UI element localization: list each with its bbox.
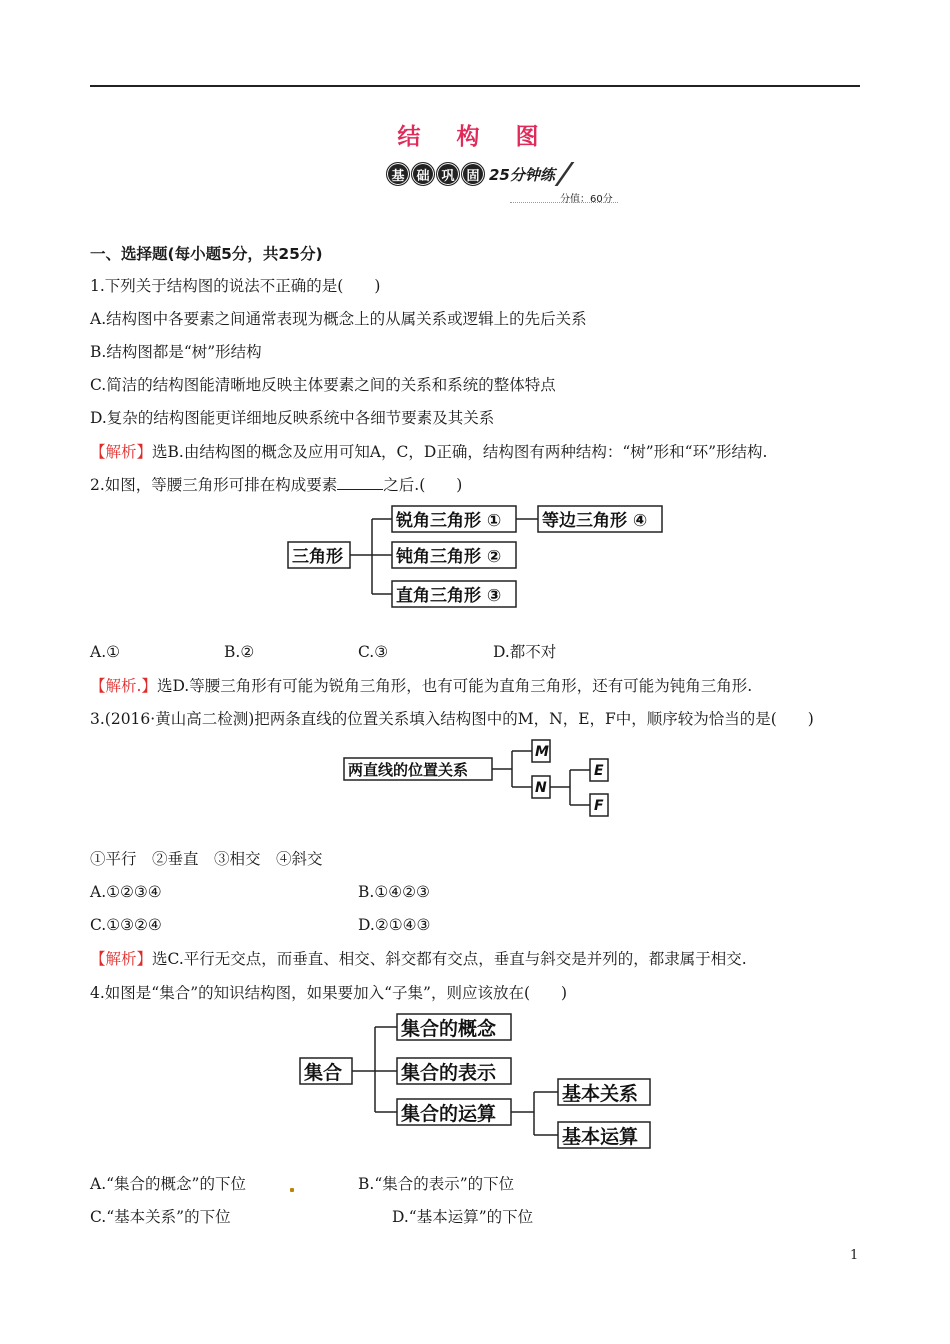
diagram-branch-text: 集合的运算 <box>401 1103 497 1125</box>
analysis-text: 选D.等腰三角形有可能为锐角三角形，也有可能为直角三角形，还有可能为钝角三角形. <box>156 677 753 695</box>
diagram-m-text: M <box>535 744 549 760</box>
diagram-root-text: 两直线的位置关系 <box>348 761 469 779</box>
diagram-branch-text: 集合的表示 <box>401 1062 497 1084</box>
set-structure-diagram <box>296 1008 656 1156</box>
question-1-option-a: A.结构图中各要素之间通常表现为概念上的从属关系或逻辑上的先后关系 <box>90 310 587 328</box>
diagram-e-text: E <box>594 763 604 779</box>
question-4-option-b: B.“集合的表示”的下位 <box>358 1175 515 1193</box>
badge-char: 基 <box>386 162 410 186</box>
page-number: 1 <box>850 1248 859 1263</box>
diagram-branch-text: 锐角三角形 ① <box>396 511 502 531</box>
question-3-items: ①平行 ②垂直 ③相交 ④斜交 <box>90 850 323 868</box>
question-2-analysis <box>90 676 752 696</box>
badge-char: 巩 <box>436 162 460 186</box>
question-2-option-b: B.② <box>224 643 255 661</box>
question-4-option-d: D.“基本运算”的下位 <box>392 1208 534 1226</box>
diagram-sub-text: 基本运算 <box>562 1126 639 1148</box>
question-3-option-a: A.①②③④ <box>90 883 162 901</box>
header-rule <box>90 85 860 87</box>
diagram-sub-text: 基本关系 <box>562 1083 639 1105</box>
page-title: 结 构 图 <box>397 124 553 150</box>
section-heading: 一、选择题(每小题5分，共25分) <box>90 245 323 263</box>
question-3-option-c: C.①③②④ <box>90 916 162 934</box>
stray-mark <box>290 1188 294 1192</box>
analysis-text: 选B.由结构图的概念及应用可知A，C，D正确，结构图有两种结构：“树”形和“环”形结构. <box>152 443 768 461</box>
analysis-text: 选C.平行无交点，而垂直、相交、斜交都有交点，垂直与斜交是并列的，都隶属于相交. <box>152 950 747 968</box>
score-label: 分值：60分 <box>560 194 613 205</box>
diagram-f-text: F <box>594 798 604 814</box>
stem-part: 之后.( ) <box>383 476 463 494</box>
lines-structure-diagram <box>340 735 620 823</box>
badge-char: 础 <box>411 162 435 186</box>
diagram-n-text: N <box>535 780 547 796</box>
diagram-branch-text: 钝角三角形 ② <box>396 547 502 567</box>
score-rule <box>510 202 618 203</box>
diagram-branch-text: 集合的概念 <box>401 1018 497 1040</box>
badge-char: 固 <box>461 162 485 186</box>
diagram-root-text: 集合 <box>304 1062 343 1084</box>
pen-stroke-icon <box>554 162 574 186</box>
question-1-option-c: C.简洁的结构图能清晰地反映主体要素之间的关系和系统的整体特点 <box>90 376 556 394</box>
badge-text: 25分钟练 <box>489 165 555 184</box>
question-3-stem: 3.(2016·黄山高二检测)把两条直线的位置关系填入结构图中的M，N，E，F中，顺序较为恰当的是( ) <box>90 710 814 728</box>
question-2-option-a: A.① <box>90 643 121 661</box>
question-3-option-b: B.①④②③ <box>358 883 430 901</box>
question-4-option-c: C.“基本关系”的下位 <box>90 1208 231 1226</box>
question-1-analysis <box>90 442 767 462</box>
diagram-branch-text: 直角三角形 ③ <box>396 586 502 606</box>
analysis-tag: 【解析.】 <box>90 677 157 695</box>
fill-blank <box>337 475 383 490</box>
diagram-root-text: 三角形 <box>292 547 343 567</box>
question-2-option-c: C.③ <box>358 643 389 661</box>
analysis-tag: 【解析】 <box>90 443 153 461</box>
question-3-analysis <box>90 949 747 969</box>
analysis-tag: 【解析】 <box>90 950 153 968</box>
triangle-structure-diagram <box>280 500 680 615</box>
question-1-option-b: B.结构图都是“树”形结构 <box>90 343 262 361</box>
question-4-option-a: A.“集合的概念”的下位 <box>90 1175 246 1193</box>
question-4-stem: 4.如图是“集合”的知识结构图，如果要加入“子集”，则应该放在( ) <box>90 984 568 1002</box>
diagram-side-text: 等边三角形 ④ <box>542 511 648 531</box>
practice-badge <box>386 162 566 186</box>
question-2-option-d: D.都不对 <box>493 643 557 661</box>
stem-part: 2.如图，等腰三角形可排在构成要素 <box>90 476 338 494</box>
question-2-stem <box>90 475 462 495</box>
question-1-option-d: D.复杂的结构图能更详细地反映系统中各细节要素及其关系 <box>90 409 495 427</box>
question-3-option-d: D.②①④③ <box>358 916 431 934</box>
question-1-stem: 1.下列关于结构图的说法不正确的是( ) <box>90 277 381 295</box>
